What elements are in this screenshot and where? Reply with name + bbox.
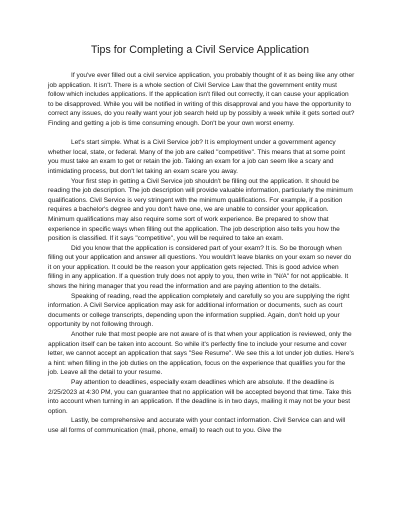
paragraph-5: Speaking of reading, read the application completely and carefully so you are supplying the right information. A Civil Service application may ask for additional information or documents, such as court documents or college transcripts, depending upon the information supplied. Again, don't hold up your opportunity by not following through. bbox=[48, 292, 350, 329]
paragraph-3: Your first step in getting a Civil Service job shouldn't be filling out the application. It should be reading the job description. The job description will provide valuable information, particularly the minimum qualifications. Civil Service is very stringent with the minimum qualifications. For example, if a position requires a bachelor's degree and you don't have one, we are unable to consider your application. Minimum qualifications may also require some sort of work experience. Be prepared to show that experience in specific ways when filling out the application. The job description also tells you how the position is classified. If it says "competitive", you will be required to take an exam. bbox=[48, 177, 353, 243]
paragraph-8: Lastly, be comprehensive and accurate with your contact information. Civil Service can and will use all forms of communication (mail, phone, email) to reach out to you. Give the bbox=[48, 417, 346, 434]
document-body bbox=[48, 71, 355, 436]
paragraph-6: Another rule that most people are not aware of is that when your application is reviewed, only the application itself can be taken into account. So while it's perfectly fine to include your resume and cover letter, we cannot accept an application that says "See Resume". We see this a lot under job duties. Here's a hint: when filling in the job duties on the application, focus on the experience that qualifies you for the job. Leave all the detail to your resume. bbox=[48, 331, 355, 377]
document-title: Tips for Completing a Civil Service Application bbox=[90, 44, 310, 56]
paragraph-2: Let's start simple. What is a Civil Service job? It is employment under a government agency whether local, state, or federal. Many of the job are called "competitive". This means that at some point you must take an exam to get or retain the job. Taking an exam for a job can seem like a scary and intimidating process, but don't let taking an exam scare you away. bbox=[48, 139, 346, 175]
paragraph-7: Pay attention to deadlines, especially exam deadlines which are absolute. If the deadline is 2/25/2023 at 4:30 PM, you can guarantee that no application will be accepted beyond that time. Take this into account when turning in an application. If the deadline is in two days, mailing it may not be your best option. bbox=[48, 379, 352, 415]
paragraph-1: If you've ever filled out a civil service application, you probably thought of it as being like any other job application. It isn't. There is a whole section of Civil Service Law that the government entity must follow which includes applications. If the application isn't filled out correctly, it can cause your application to be disapproved. While you will be notified in writing of this disapproval and you have the opportunity to correct any issues, do you really want your job search held up by possibly a week while it gets sorted out? Finding and getting a job is time consuming enough. Don't be your own worst enemy. bbox=[48, 72, 355, 127]
paragraph-4: Did you know that the application is considered part of your exam? It is. So be thorough when filling out your application and answer all questions. You wouldn't leave blanks on your exam so never do it on your application. It could be the reason your application gets rejected. This is good advice when filling in any application. If a question truly does not apply to you, then write in "N/A" for not applicable. It shows the hiring manager that you read the information and are paying attention to the details. bbox=[48, 244, 352, 291]
